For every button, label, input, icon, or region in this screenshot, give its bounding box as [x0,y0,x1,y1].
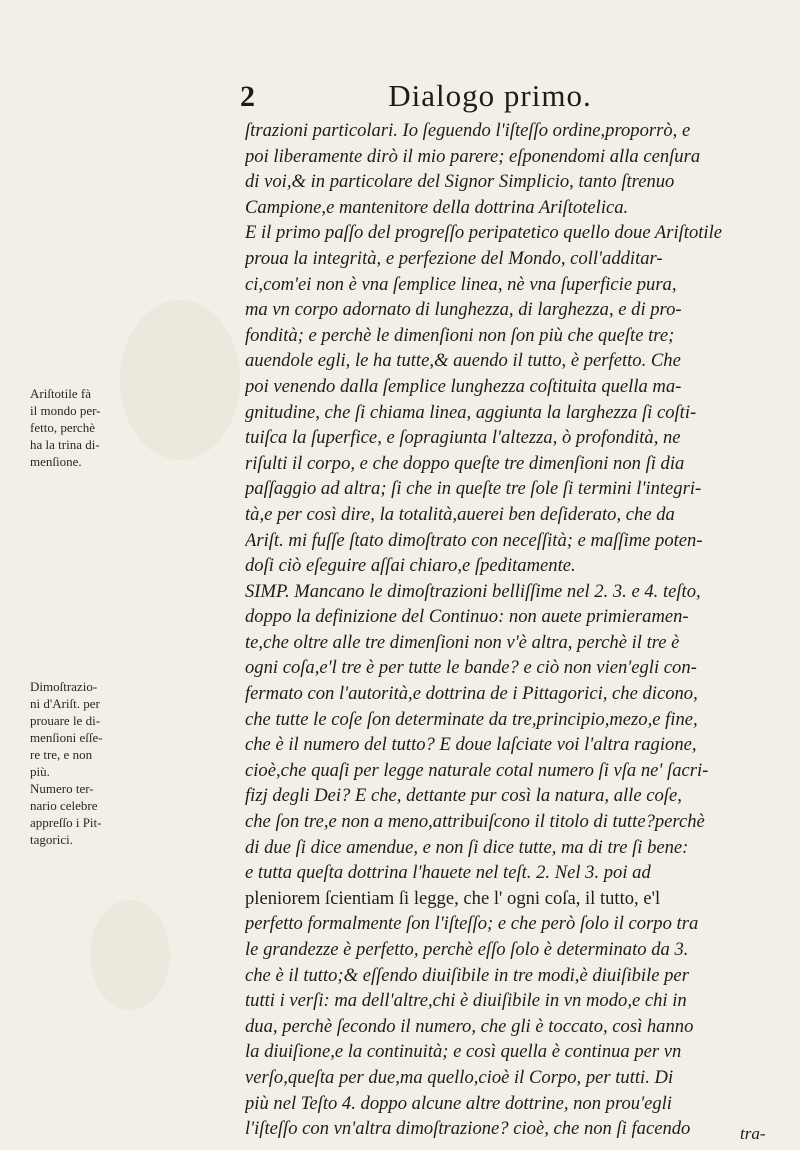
text-line: Campione,e mantenitore della dottrina Ariſtotelica. [245,196,629,218]
text-line: verſo,queſta per due,ma quello,cioè il Corpo, per tutti. Di [245,1066,674,1088]
text-line: riſulti il corpo, e che doppo queſte tre dimenſioni non ſi dia [245,452,685,474]
marginal-note-line: ha la trina di- [30,437,100,452]
text-line: fondità; e perchè le dimenſioni non ſon più che queſte tre; [245,324,675,346]
main-text-block [245,118,790,1142]
marginal-note-line: tagorici. [30,832,73,847]
text-line: tuiſca la ſuperfice, e ſopragiunta l'altezza, ò profondità, ne [245,427,681,449]
text-line: doſi ciò eſeguire aſſai chiaro,e ſpeditamente. [245,555,576,577]
text-line: cioè,che quaſi per legge naturale cotal numero ſi vſa ne' ſacri- [245,759,709,781]
text-line: di voi,& in particolare del Signor Simplicio, tanto ſtrenuo [245,171,675,193]
marginal-note-line: appreſſo i Pit- [30,815,102,830]
text-line: fizj degli Dei? E che, dettante pur così la natura, alle coſe, [245,785,682,807]
marginal-note-line: ni d'Ariſt. per [30,696,100,711]
text-line: ſtrazioni particolari. Io ſeguendo l'iſteſſo ordine,proporrò, e [245,120,691,141]
text-line: ma vn corpo adornato di lunghezza, di larghezza, e di pro- [245,299,682,321]
text-line: ci,com'ei non è vna ſemplice linea, nè vna ſuperficie pura, [245,273,677,295]
page-number: 2 [240,80,255,113]
marginal-note-demonstrations [30,678,155,848]
marginal-note-line: prouare le di- [30,713,101,728]
marginal-note-line: il mondo per- [30,403,101,418]
text-line: te,che oltre alle tre dimenſioni non v'è altra, perchè il tre è [245,631,680,653]
text-line: le grandezze è perfetto, perchè eſſo ſolo è determinato da 3. [245,939,689,960]
marginal-note-line: nario celebre [30,798,98,813]
text-line: la diuiſione,e la continuità; e così quella è continua per vn [245,1041,682,1063]
text-line: l'iſteſſo con vn'altra dimoſtrazione? cioè, che non ſi facendo [245,1118,691,1140]
text-line: tà,e per così dire, la totalità,auerei ben deſiderato, che da [245,503,675,525]
text-line: paſſaggio ad altra; ſi che in queſte tre ſole ſi termini l'integri- [245,478,702,500]
text-line: ogni coſa,e'l tre è per tutte le bande? e ciò non vien'egli con- [245,657,697,679]
marginal-note-line: menſioni eſſe- [30,730,103,745]
text-line: gnitudine, che ſi chiama linea, aggiunta la larghezza ſi coſti- [245,401,697,423]
marginal-note-line: re tre, e non [30,747,93,762]
marginal-note-line: Numero ter- [30,781,94,796]
speaker-line: SIMP. Mancano le dimoſtrazioni belliſſime nel 2. 3. e 4. teſto, [245,580,701,602]
text-line: e tutta queſta dottrina l'hauete nel teſt. 2. Nel 3. poi ad [245,862,651,884]
text-line: Ariſt. mi fuſſe ſtato dimoſtrato con neceſſità; e maſſime poten- [245,529,703,551]
text-line: che è il numero del tutto? E doue laſciate voi l'altra ragione, [245,734,697,756]
catchword: tra- [740,1124,766,1143]
marginal-note-line: Ariſtotile fà [30,386,92,401]
text-line: pleniorem ſcientiam ſi legge, che l' ogni coſa, il tutto, e'l [245,887,661,909]
running-title: Dialogo primo. [388,78,592,113]
text-line: dua, perchè ſecondo il numero, che gli è toccato, così hanno [245,1015,694,1037]
text-line: doppo la definizione del Continuo: non auete primieramen- [245,606,689,628]
text-line: auendole egli, le ha tutte,& auendo il tutto, è perfetto. Che [245,350,681,372]
text-line: poi liberamente dirò il mio parere; eſponendomi alla cenſura [245,145,701,167]
paper-stain [90,900,170,1010]
marginal-note-line: Dimoſtrazio- [30,679,98,694]
text-line: poi venendo dalla ſemplice lunghezza coſtituita quella ma- [245,375,682,397]
text-line: tutti i verſi: ma dell'altre,chi è diuiſibile in vn modo,e chi in [245,990,687,1012]
text-line: che ſon tre,e non a meno,attribuiſcono il titolo di tutte?perchè [245,811,705,833]
marginal-note-line: fetto, perchè [30,420,95,435]
marginal-note-line: menſione. [30,454,82,469]
text-line: di due ſi dice amendue, e non ſi dice tutte, ma di tre ſi bene: [245,836,689,858]
text-line: E il primo paſſo del progreſſo peripatetico quello doue Ariſtotile [245,222,723,244]
marginal-note-line: più. [30,764,50,779]
text-line: che è il tutto;& eſſendo diuiſibile in tre modi,è diuiſibile per [245,964,689,986]
marginal-note-perfection [30,385,155,470]
text-line: più nel Teſto 4. doppo alcune altre dottrine, non prou'egli [245,1092,672,1114]
text-line: che tutte le coſe ſon determinate da tre,principio,mezo,e fine, [245,708,698,730]
page-header [240,80,710,114]
text-line: fermato con l'autorità,e dottrina de i Pittagorici, che dicono, [245,683,698,705]
text-line: perfetto formalmente ſon l'iſteſſo; e che però ſolo il corpo tra [245,913,699,935]
text-line: proua la integrità, e perfezione del Mondo, coll'additar- [245,247,663,269]
